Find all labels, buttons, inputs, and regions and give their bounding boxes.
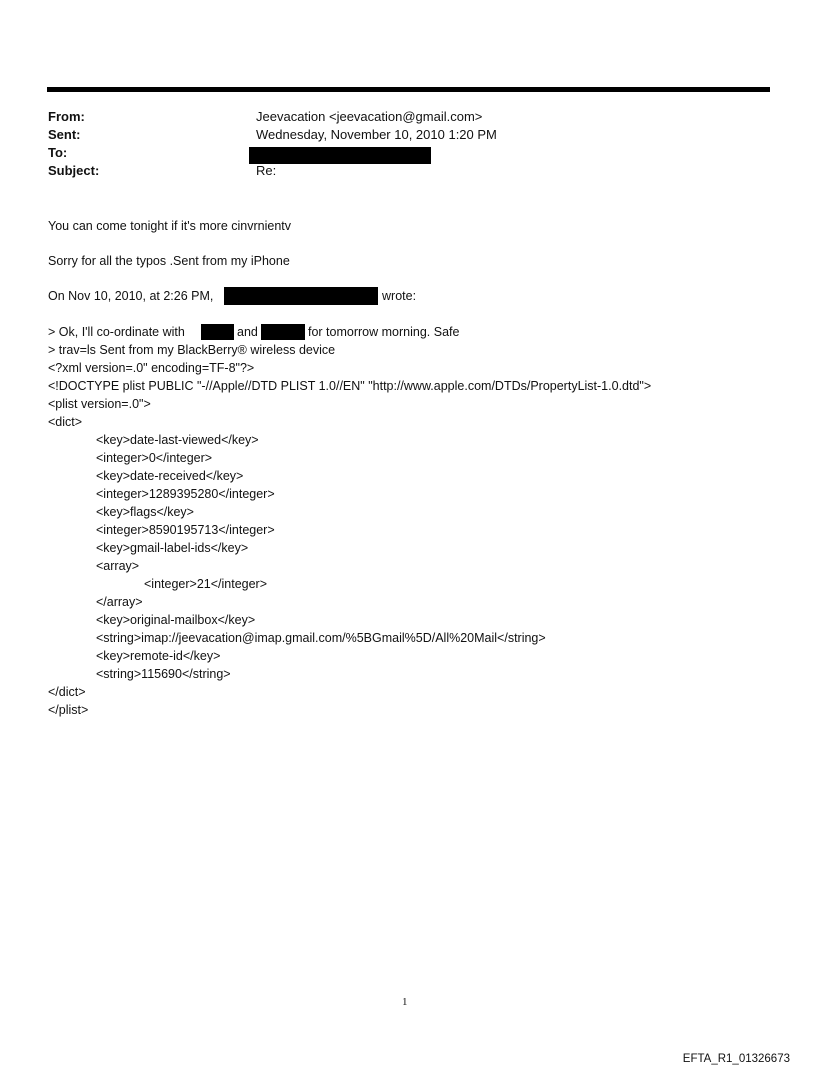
xml-line: <dict> (48, 415, 83, 429)
to-redaction (249, 147, 431, 164)
xml-line: <array> (96, 559, 140, 573)
xml-line: <key>flags</key> (96, 505, 194, 519)
on-date-suffix: wrote: (382, 289, 417, 303)
quote-line-1c: for tomorrow morning. Safe (308, 325, 460, 339)
xml-line: <key>gmail-label-ids</key> (96, 541, 249, 555)
from-value: Jeevacation <jeevacation@gmail.com> (256, 109, 483, 124)
to-label: To: (48, 145, 68, 160)
xml-line: </array> (96, 595, 143, 609)
name-redaction-2 (261, 324, 305, 340)
xml-line: <?xml version=.0" encoding=TF-8"?> (48, 361, 255, 375)
xml-line: <string>imap://jeevacation@imap.gmail.com/%5BGmail%5D/All%20Mail</string> (96, 631, 546, 645)
xml-line: <key>remote-id</key> (96, 649, 221, 663)
sender-redaction (224, 287, 378, 305)
subject-value: Re: (256, 163, 277, 178)
xml-line: <plist version=.0"> (48, 397, 151, 411)
xml-line: <!DOCTYPE plist PUBLIC "-//Apple//DTD PLIST 1.0//EN" "http://www.apple.com/DTDs/PropertyList-1.0.dtd"> (48, 379, 652, 393)
body-line-1: You can come tonight if it's more cinvrnientv (48, 219, 292, 233)
xml-line: <key>date-last-viewed</key> (96, 433, 259, 447)
page-number: 1 (402, 996, 408, 1008)
sent-value: Wednesday, November 10, 2010 1:20 PM (256, 127, 497, 142)
subject-label: Subject: (48, 163, 100, 178)
quote-line-2: > trav=ls Sent from my BlackBerry® wireless device (48, 343, 336, 357)
xml-line: </plist> (48, 703, 89, 717)
xml-line: <key>original-mailbox</key> (96, 613, 256, 627)
xml-line: <integer>8590195713</integer> (96, 523, 275, 537)
quote-line-1a: > Ok, I'll co-ordinate with (48, 325, 185, 339)
xml-line: <integer>21</integer> (144, 577, 268, 591)
xml-line: <integer>0</integer> (96, 451, 213, 465)
sent-label: Sent: (48, 127, 81, 142)
from-label: From: (48, 109, 85, 124)
xml-line: <key>date-received</key> (96, 469, 244, 483)
bates-number: EFTA_R1_01326673 (682, 1053, 790, 1065)
body-line-2: Sorry for all the typos .Sent from my iPhone (48, 254, 290, 268)
header-rule (47, 87, 770, 92)
quote-line-1b: and (237, 325, 258, 339)
name-redaction-1 (201, 324, 234, 340)
xml-line: </dict> (48, 685, 86, 699)
xml-line: <integer>1289395280</integer> (96, 487, 275, 501)
xml-line: <string>115690</string> (96, 667, 231, 681)
on-date-prefix: On Nov 10, 2010, at 2:26 PM, (48, 289, 214, 303)
